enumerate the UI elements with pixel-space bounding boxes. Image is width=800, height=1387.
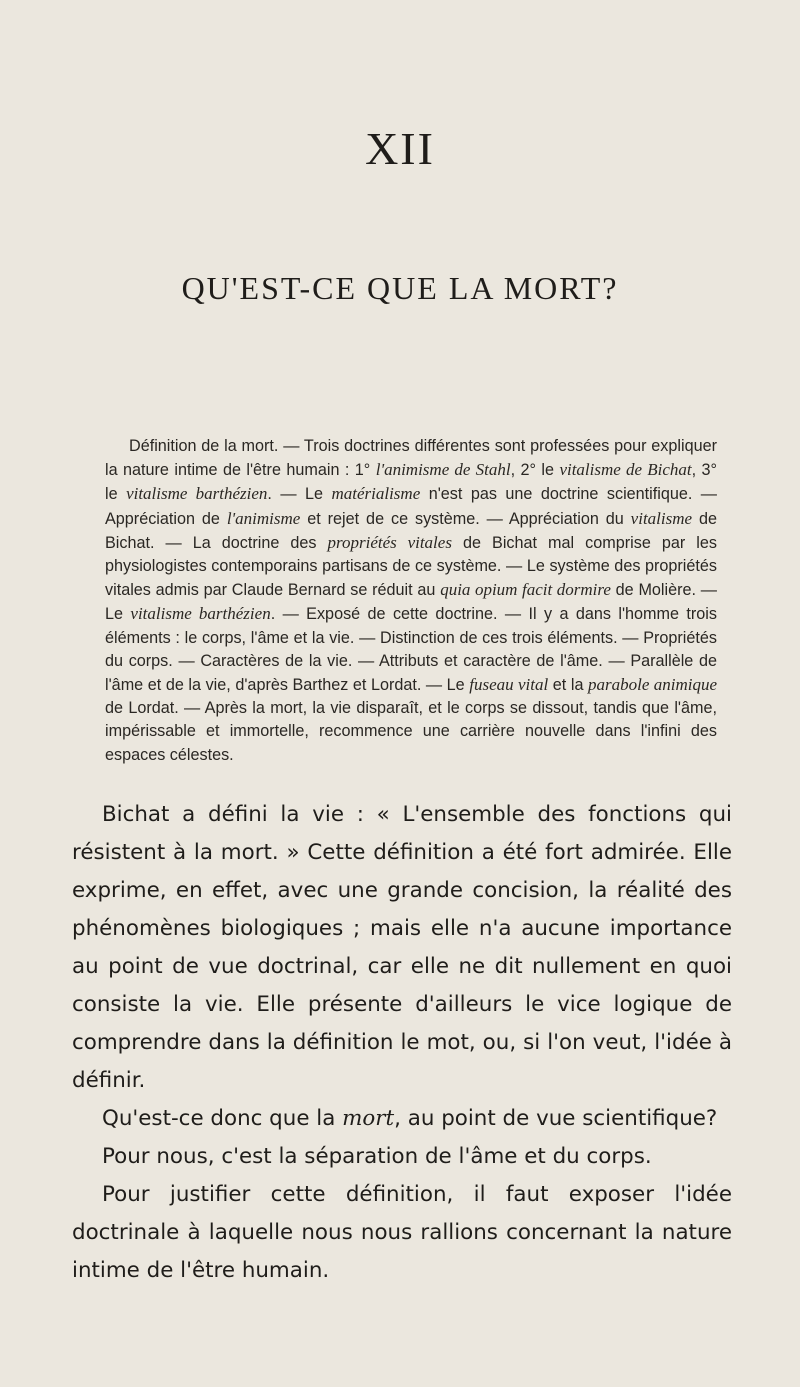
- summary-text: et la: [548, 676, 589, 695]
- summary-text: . — Exposé de cette doctrine. — Il y a dans l'homme trois éléments : le corps, l'âme et la vie. — Distinction de ces trois éléments. — Propriétés du corps. — Caractères de la vie. — Attributs et caractère de l'âme. — Parallèle de l'âme et de la vie, d'après Barthez et Lordat. — Le: [105, 605, 717, 695]
- paragraph: Pour nous, c'est la séparation de l'âme et du corps.: [102, 1144, 652, 1169]
- chapter-number: XII: [365, 123, 435, 174]
- summary-text: de Bichat. — La doctrine des: [105, 509, 717, 552]
- paragraph-text: , au point de vue scientifique?: [394, 1106, 718, 1131]
- summary-text: Définition de la mort. — Trois doctrines différentes sont professées pour expliquer la nature intime de l'être humain : 1°: [105, 437, 717, 480]
- summary-emphasis: l'animisme de Stahl: [375, 460, 511, 480]
- paragraph-text: Qu'est-ce donc que la: [102, 1106, 343, 1131]
- summary-emphasis: propriétés vitales: [327, 532, 452, 552]
- body-text: [72, 796, 732, 1290]
- summary-emphasis: l'animisme: [226, 508, 301, 528]
- summary-emphasis: vitalisme de Bichat: [559, 460, 692, 480]
- chapter-title: QU'EST-CE QUE LA MORT?: [181, 270, 619, 306]
- summary-text: , 3° le: [105, 461, 717, 504]
- summary-emphasis: vitalisme barthézien: [126, 484, 268, 504]
- summary-emphasis: matérialisme: [331, 484, 421, 504]
- summary-emphasis: quia opium facit dormire: [440, 580, 611, 600]
- summary-text: . — Le: [267, 485, 332, 504]
- chapter-summary: [105, 435, 717, 767]
- paragraph: Pour justifier cette définition, il faut exposer l'idée doctrinale à laquelle nous nous rallions concernant la nature intime de l'être humain.: [72, 1182, 732, 1283]
- paragraph: [72, 1100, 732, 1138]
- summary-text: de Molière. — Le: [105, 581, 717, 624]
- summary-emphasis: vitalisme barthézien: [130, 604, 271, 624]
- summary-emphasis: fuseau vital: [469, 675, 549, 695]
- summary-text: n'est pas une doctrine scientifique. — Appréciation de: [105, 485, 717, 528]
- summary-text: et rejet de ce système. — Appréciation du: [300, 509, 631, 528]
- summary-text: , 2° le: [510, 461, 560, 480]
- summary-text: de Bichat mal comprise par les physiologistes contemporains partisans de ce système. — Le système des propriétés vitales admis par Claude Bernard se réduit au: [105, 533, 717, 600]
- summary-emphasis: parabole animique: [588, 675, 718, 695]
- summary-text: de Lordat. — Après la mort, la vie disparaît, et le corps se dissout, tandis que l'âme, impérissable et immortelle, recommence une carrière nouvelle dans l'infini des espaces célestes.: [105, 699, 717, 764]
- paragraph: Bichat a défini la vie : « L'ensemble des fonctions qui résistent à la mort. » Cette définition a été fort admirée. Elle exprime, en effet, avec une grande concision, la réalité des phénomènes biologiques ; mais elle n'a aucune importance au point de vue doctrinal, car elle ne dit nullement en quoi consiste la vie. Elle présente d'ailleurs le vice logique de comprendre dans la définition le mot, ou, si l'on veut, l'idée à définir.: [72, 802, 732, 1093]
- paragraph-emphasis: mort: [342, 1106, 395, 1131]
- summary-emphasis: vitalisme: [630, 508, 693, 528]
